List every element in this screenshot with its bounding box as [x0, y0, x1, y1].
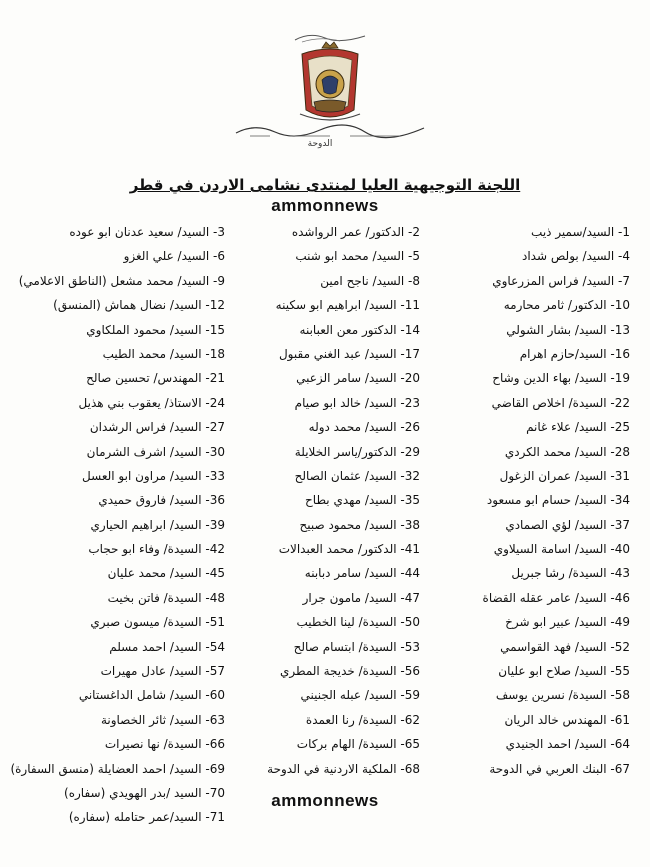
member-entry: 36- السيد/ فاروق حميدي [98, 493, 225, 508]
member-entry: 45- السيد/ محمد عليان [107, 566, 225, 581]
member-entry: 31- السيد/ عمران الزغول [499, 468, 630, 483]
member-entry: 20- السيد/ سامر الزعبي [296, 371, 420, 386]
embassy-city: الدوحة [307, 139, 333, 149]
member-entry: 65- السيدة/ الهام بركات [296, 737, 420, 752]
member-entry: 59- السيد/ عبله الجنيني [300, 688, 420, 703]
members-column-3 [5, 220, 225, 830]
member-entry: 40- السيد/ اسامة السيلاوي [493, 542, 630, 557]
member-entry: 57- السيد/ عادل مهيرات [100, 664, 225, 679]
document-title: اللجنة التوجيهية العليا لمنتدى نشامى الاردن في قطر [129, 176, 521, 194]
member-entry: 51- السيدة/ ميسون صبري [90, 615, 225, 630]
member-entry: 39- السيد/ ابراهيم الحياري [90, 517, 225, 532]
member-entry: 3- السيد/ سعيد عدنان ابو عوده [69, 225, 225, 239]
member-entry: 60- السيد/ شامل الداغستاني [78, 688, 225, 703]
member-entry: 10- الدكتور/ ثامر محارمه [503, 298, 630, 313]
member-entry: 33- السيد/ مراون ابو العسل [82, 468, 225, 483]
member-entry: 50- السيدة/ لينا الخطيب [296, 615, 420, 630]
member-entry: 19- السيد/ بهاء الدين وشاح [492, 371, 630, 386]
member-entry: 55- السيد/ صلاح ابو عليان [498, 664, 630, 679]
member-entry: 26- السيد/ محمد دوله [308, 420, 420, 435]
member-entry: 21- المهندس/ تحسين صالح [86, 371, 225, 386]
member-entry: 22- السيدة/ اخلاص القاضي [491, 395, 630, 410]
members-column-2 [220, 220, 420, 781]
member-entry: 70- السيد /بدر الهويدي (سفاره) [64, 785, 225, 800]
member-entry: 7- السيد/ فراس المزرعاوي [492, 273, 630, 288]
member-entry: 17- السيد/ عبد الغني مقبول [278, 346, 420, 361]
member-entry: 49- السيد/ عبير ابو شرخ [505, 615, 630, 630]
member-entry: 13- السيد/ بشار الشولي [506, 322, 630, 337]
watermark-top: ammonnews [271, 196, 379, 215]
member-entry: 61- المهندس خالد الريان [504, 712, 630, 727]
member-entry: 56- السيدة/ خديجة المطري [279, 664, 420, 679]
member-entry: 28- السيد/ محمد الكردي [504, 444, 630, 459]
member-entry: 64- السيد/ احمد الجنيدي [505, 737, 630, 752]
member-entry: 16- السيد/حازم اهرام [519, 346, 630, 361]
member-entry: 32- السيد/ عثمان الصالح [294, 468, 420, 483]
member-entry: 58- السيدة/ نسرين يوسف [495, 688, 630, 703]
member-entry: 9- السيد/ محمد مشعل (الناطق الاعلامي) [18, 273, 225, 288]
member-entry: 11- السيد/ ابراهيم ابو سكينه [275, 298, 420, 313]
member-entry: 44- السيد/ سامر دبابنه [304, 566, 420, 581]
member-entry: 15- السيد/ محمود الملكاوي [86, 322, 225, 337]
member-entry: 67- البنك العربي في الدوحة [489, 761, 630, 776]
member-entry: 63- السيد/ ثائر الخصاونة [100, 712, 225, 727]
member-entry: 18- السيد/ محمد الطيب [102, 346, 225, 361]
member-entry: 30- السيد/ اشرف الشرمان [86, 444, 225, 459]
member-entry: 62- السيدة/ رنا العمدة [305, 712, 420, 727]
member-entry: 35- السيد/ مهدي بطاح [305, 493, 420, 508]
member-entry: 6- السيد/ علي الغزو [123, 249, 225, 264]
member-entry: 71- السيد/عمر حتامله (سفاره) [68, 810, 225, 825]
watermark-bottom: ammonnews [271, 791, 379, 810]
member-entry: 53- السيدة/ ابتسام صالح [293, 639, 420, 654]
member-entry: 37- السيد/ لؤي الصمادي [505, 517, 630, 532]
member-entry: 38- السيد/ محمود صبيح [299, 517, 420, 532]
member-entry: 68- الملكية الاردنية في الدوحة [267, 761, 420, 776]
member-entry: 2- الدكتور/ عمر الرواشده [291, 225, 420, 239]
member-entry: 48- السيدة/ فاتن بخيت [107, 590, 225, 605]
member-entry: 47- السيد/ مامون جرار [302, 590, 420, 605]
member-entry: 8- السيد/ ناجح امين [320, 273, 420, 288]
member-entry: 4- السيد/ بولص شداد [522, 249, 630, 264]
member-entry: 12- السيد/ نضال هماش (المنسق) [53, 298, 225, 313]
member-entry: 42- السيدة/ وفاء ابو حجاب [88, 542, 225, 557]
member-entry: 1- السيد/سمير ذيب [531, 225, 630, 239]
member-entry: 43- السيدة/ رشا جبريل [511, 566, 630, 581]
member-entry: 66- السيدة/ نها نصيرات [104, 737, 225, 752]
member-entry: 54- السيد/ احمد مسلم [109, 639, 225, 654]
member-entry: 25- السيد/ علاء غانم [526, 420, 630, 435]
member-entry: 46- السيد/ عامر عقله القضاة [482, 590, 630, 605]
member-entry: 34- السيد/ حسام ابو مسعود [486, 493, 630, 508]
member-entry: 69- السيد/ احمد العضايلة (منسق السفارة) [10, 761, 225, 776]
member-entry: 27- السيد/ فراس الرشدان [89, 420, 225, 435]
member-entry: 23- السيد/ خالد ابو صيام [294, 395, 420, 410]
member-entry: 14- الدكتور معن العبابنه [299, 322, 420, 337]
jordan-coat-of-arms-icon [292, 40, 368, 130]
member-entry: 52- السيد/ فهد القواسمي [500, 639, 630, 654]
member-entry: 29- الدكتور/ياسر الخلايلة [294, 444, 420, 459]
member-entry: 41- الدكتور/ محمد العبدالات [278, 542, 420, 557]
members-column-1 [430, 220, 630, 781]
embassy-name-calligraphy-icon [230, 118, 430, 140]
member-entry: 5- السيد/ محمد ابو شنب [295, 249, 420, 264]
member-entry: 24- الاستاذ/ يعقوب بني هذيل [78, 395, 225, 410]
